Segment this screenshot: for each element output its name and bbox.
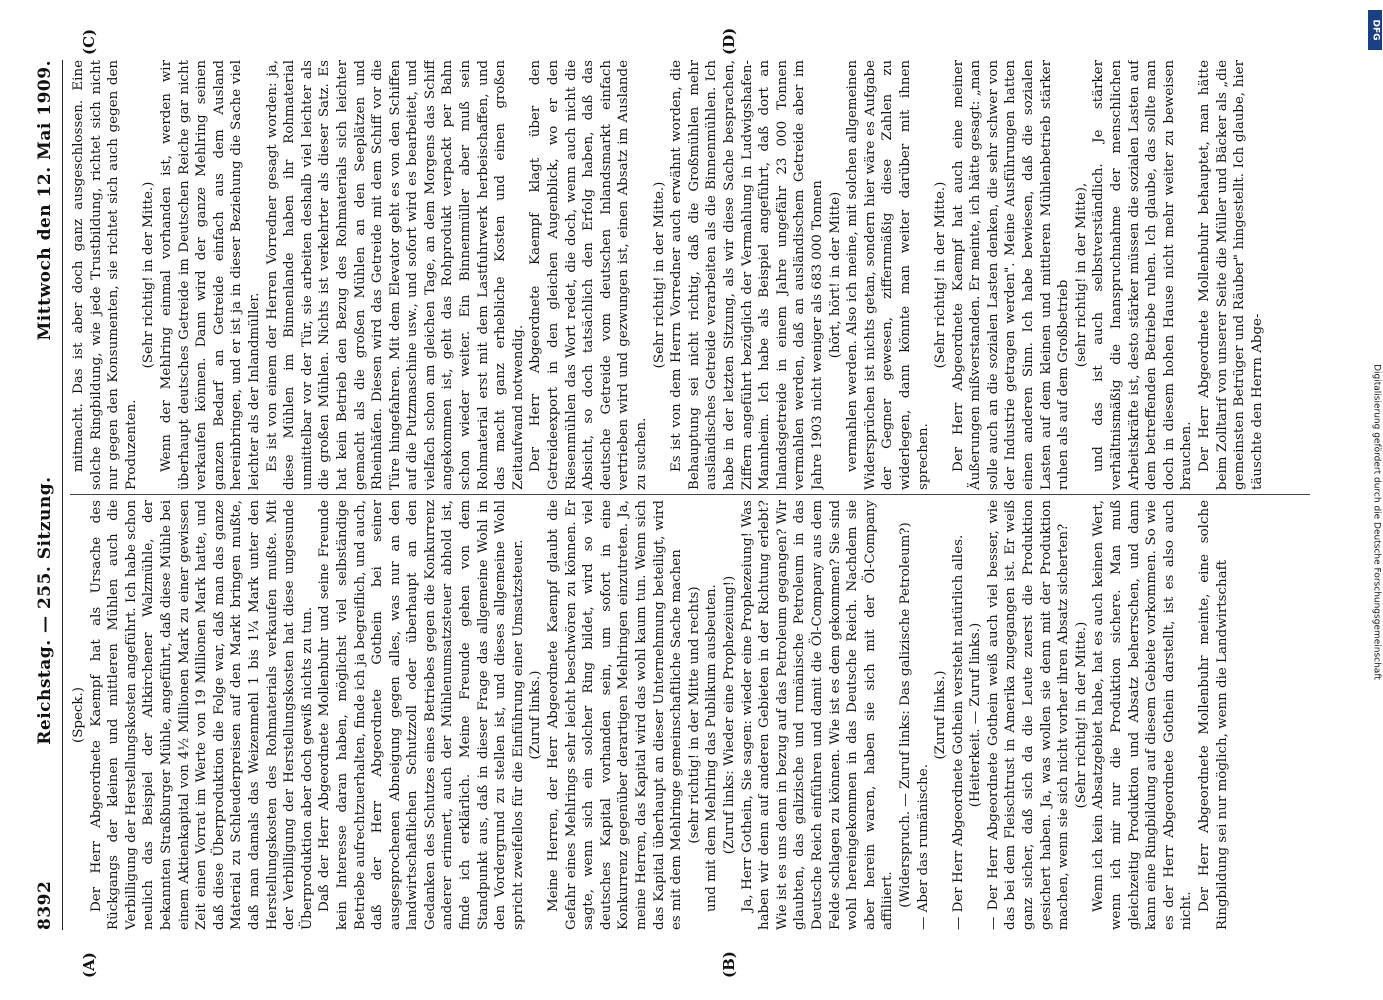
paragraph: Der Herr Abgeordnete Kaempf klagt über den Getreideexport in den gleichen Augenblick, wo er den Riesenmühlen das Wort redet, die doch, wenn auch nicht die Absicht, so doch tatsächlich den Erfolg haben, daß das deutsche Getreide vom deutschen Inlandsmarkt einfach vertrieben wird und gezwungen ist, einen Absatz im Auslande zu suchen. bbox=[528, 60, 649, 490]
paragraph: Meine Herren, der Herr Abgeordnete Kaempf glaubt die Gefahr eines Mehlrings sehr leicht beschwören zu können. Er sagte, wenn sich ein solcher Ring bildet, wird so viel deutsches Kapital vorhanden sein, um sofort in eine Konkurrenz gegenüber derartigen Mehlringen einzutreten. Ja, meine Herren, das Kapital wird das wohl kaum tun. Wenn sich das Kapital überhaupt an dieser Unternehmung beteiligt, wird es mit dem Mehlringe gemeinschaftliche Sache machen bbox=[546, 500, 685, 930]
dfg-logo: DFG bbox=[1368, 10, 1382, 50]
paragraph: Wenn ich kein Absatzgebiet habe, hat es auch keinen Wert, wenn ich mir nur die Produktion sichere. Man muß gleichzeitig Produktion und Absatz beherrschen, und dann kann eine Ringbildung auf diesem Gebiete vorkommen. So wie es der Herr Abgeordnete Gothein darstellt, ist es also auch nicht. bbox=[1091, 500, 1195, 930]
paragraph: Es ist von dem Herrn Vorredner auch erwähnt worden, die Behauptung sei nicht richtig, daß die Großmühlen mehr ausländisches Getreide verarbeiten als die Binnenmühlen. Ich habe in der letzten Sitzung, als wir diese Sache besprachen, Ziffern angeführt bezüglich der Vermahlung in Ludwigshafen-Mannheim. Ich habe als Beispiel angeführt, daß dort an Inlandsgetreide in einem Jahre ungefähr 23 000 Tonnen vermahlen werden, daß an ausländischem Getreide aber im Jahre 1903 nicht weniger als 683 000 Tonnen bbox=[669, 60, 825, 490]
paragraph: (Sehr richtig! in der Mitte.) bbox=[651, 181, 667, 369]
paragraph: (Zuruf links: Wieder eine Prophezeiung!) bbox=[721, 575, 737, 855]
paragraph: Daß der Herr Abgeordnete Mollenbuhr und seine Freunde kein Interesse daran haben, möglichst viel selbständige Betriebe aufrechtzuerhalten, finde ich ja begreiflich, und auch, daß der Herr Abgeordnete Gothein bei seiner ausgesprochenen Abneigung gegen alles, was nur an den landwirtschaftlichen Schutzzoll oder überhaupt an den Gedanken des Schutzes eines Betriebes gegen die Konkurrenz anderer erinnert, auch der Mühlenumsatzsteuer abhold ist, finde ich erklärlich. Meine Freunde gehen von dem Standpunkt aus, daß in dieser Frage das allgemeine Wohl in den Vordergrund zu stellen ist, und dieses allgemeine Wohl spricht zweifellos für die Einführung einer Umsatzsteuer. bbox=[317, 500, 526, 930]
margin-marker-c: (C) bbox=[80, 28, 98, 55]
paragraph: (Zuruf links.) bbox=[933, 670, 949, 760]
paragraph: (Zuruf links.) bbox=[528, 670, 544, 760]
right-column bbox=[70, 60, 1310, 490]
paragraph: (Sehr richtig! in der Mitte.) bbox=[933, 181, 949, 369]
paragraph: Der Herr Abgeordnete Mollenbuhr behauptet, man hätte beim Zolltarif von unserer Seite die Müller und Bäcker als „die gemeinsten Betrüger und Räuber" hingestellt. Ich glaube, hier täuschte den Herrn Abge- bbox=[1197, 60, 1265, 490]
paragraph: (sehr richtig! in der Mitte), bbox=[1073, 182, 1089, 368]
paragraph: Der Herr Abgeordnete Kaempf hat auch eine meiner Äußerungen mißverstanden. Er meinte, ich hätte gesagt: „man solle auch an die sozialen Lasten denken, die sehr schwer von der Industrie getragen werden". Meine Ausführungen hatten einen anderen Sinn. Ich habe bewiesen, daß die sozialen Lasten auf dem kleinen und mittleren Mühlenbetrieb stärker ruhen als auf dem Großbetrieb bbox=[950, 60, 1072, 490]
header-rule bbox=[62, 60, 63, 930]
margin-marker-d: (D) bbox=[720, 27, 738, 55]
paragraph: — Der Herr Abgeordnete Gothein versteht natürlich alles. bbox=[950, 534, 966, 930]
paragraph: — Aber das rumänische. bbox=[915, 764, 931, 930]
watermark-strip bbox=[1369, 55, 1383, 990]
paragraph: und das ist auch selbstverständlich. Je stärker verhältnismäßig die Inanspruchnahme der menschlichen Arbeitskräfte ist, desto stärker müssen die sozialen Lasten auf dem betreffenden Betriebe ruhen. Ich glaube, das sollte man doch in diesem hohen Hause nicht mehr weiter zu beweisen brauchen. bbox=[1091, 60, 1195, 490]
paragraph: und mit dem Mehlring das Publikum ausbeuten. bbox=[704, 584, 720, 912]
paragraph: Wenn der Mehlring einmal vorhanden ist, werden wir überhaupt deutsches Getreide im Deutschen Reiche gar nicht verkaufen können. Dann wird der ganze Mehlring seinen ganzen Bedarf an Getreide einfach aus dem Ausland hereinbringen, und er ist ja in dieser Beziehung die Sache viel leichter als der Inlandmüller. bbox=[158, 60, 262, 490]
paragraph: (Sehr richtig! in der Mitte.) bbox=[141, 181, 157, 369]
page-header bbox=[30, 60, 60, 930]
paragraph: Es ist von einem der Herren Vorredner gesagt worden: ja, diese Mühlen im Binnenlande haben ihr Rohmaterial unmittelbar vor der Tür, sie arbeiten deshalb viel leichter als die großen Mühlen. Nichts ist verkehrter als dieser Satz. Es hat kein Betrieb den Bezug des Rohmaterials sich leichter gemacht als die großen Mühlen an den Seeplätzen und Rheinhäfen. Diesen wird das Getreide mit dem Schiff vor die Türe hingefahren. Mit dem Elevator geht es von den Schiffen auf die Putzmaschine usw., und sofort wird es bearbeitet, und vielfach schon am gleichen Tage, an dem Morgens das Schiff angekommen ist, geht das Rohprodukt verpackt per Bahn schon wieder weiter. Ein Binnenmüller aber muß sein Rohmaterial erst mit dem Lastfuhrwerk herbeischaffen, und das macht ganz erhebliche Kosten und einen großen Zeitaufwand notwendig. bbox=[264, 60, 526, 490]
paragraph: vermahlen werden. Also ich meine, mit solchen allgemeinen Widersprüchen ist nichts getan, sondern hier wäre es Aufgabe der Gegner gewesen, ziffernmäßig diese Zahlen zu widerlegen, dann könnte man weiter darüber mit ihnen sprechen. bbox=[845, 60, 931, 490]
session-title: Reichstag. — 255. Sitzung. bbox=[35, 476, 55, 745]
margin-marker-a: (A) bbox=[80, 952, 98, 978]
paragraph: Ja, Herr Gothein, Sie sagen: wieder eine Prophezeiung! Was haben wir denn auf anderen Gebieten in der Richtung erlebt? Wie ist es uns denn in bezug auf das Petroleum gegangen? Wir glaubten, das galizische und rumänische Petroleum in das Deutsche Reich einführen und damit die Öl-Company aus dem Felde schlagen zu können. Wie ist es dem gekommen? Sie sind wohl hereingekommen in das Deutsche Reich. Nachdem sie aber herein waren, haben sie sich mit der Öl-Company affiliiert. bbox=[739, 500, 896, 930]
left-column bbox=[70, 500, 1310, 930]
session-date: Mittwoch den 12. Mai 1909. bbox=[35, 60, 55, 341]
paragraph: (Sehr richtig! in der Mitte.) bbox=[1073, 621, 1089, 809]
margin-marker-b: (B) bbox=[720, 951, 738, 978]
paragraph: (sehr richtig! in der Mitte und rechts) bbox=[686, 586, 702, 844]
digitization-watermark: Digitalisierung gefördert durch die Deutsche Forschungsgemeinschaft bbox=[1371, 364, 1382, 680]
paragraph: (Widerspruch. — Zuruf links: Das galizische Petroleum?) bbox=[897, 522, 913, 908]
paragraph: (Heiterkeit. — Zuruf links.) bbox=[968, 622, 984, 808]
paragraph: — Der Herr Abgeordnete Gothein weiß auch viel besser, wie das bei dem Fleischtrust in Amerika zugegangen ist. Er weiß ganz sicher, daß sich da die Leute zuerst die Produktion gesichert haben. Ja, was wollen sie denn mit der Produktion machen, wenn sie sich nicht vorher ihren Absatz sicherten? bbox=[985, 500, 1072, 930]
paragraph: (Speck.) bbox=[71, 687, 86, 743]
page-number: 8392 bbox=[35, 880, 55, 930]
paragraph: Der Herr Abgeordnete Mollenbuhr meinte, eine solche Ringbildung sei nur möglich, wenn die Landwirtschaft bbox=[1197, 500, 1230, 930]
paragraph: (hört, hört! in der Mitte) bbox=[827, 191, 843, 359]
paragraph: mitmacht. Das ist aber doch ganz ausgeschlossen. Eine solche Ringbildung, wie jede Trustbildung, richtet sich nicht nur gegen den Konsumenten, sie richtet sich auch gegen den Produzenten. bbox=[71, 60, 139, 490]
paragraph: Der Herr Abgeordnete Kaempf hat als Ursache des Rückgangs der kleinen und mittleren Mühlen auch die Verbilligung der Herstellungskosten angeführt. Ich habe schon neulich das Beispiel der Altkirchener Walzmühle, der bekannten Straßburger Mühle, angeführt, daß diese Mühle bei einem Aktienkapital von 4½ Millionen Mark zu einer gewissen Zeit einen Vorrat im Werte von 19 Millionen Mark hatte, und daß diese Überproduktion die Folge war, daß man das ganze Material zu Schleuderpreisen auf den Markt bringen mußte, daß man damals das Weizenmehl 1 bis 1¼ Mark unter den Herstellungskosten des Rohmaterials verkaufen mußte. Mit der Verbilligung der Herstellungskosten hat diese ungesunde Überproduktion aber doch gewiß nichts zu tun. bbox=[88, 500, 315, 930]
column-divider bbox=[70, 494, 1310, 495]
